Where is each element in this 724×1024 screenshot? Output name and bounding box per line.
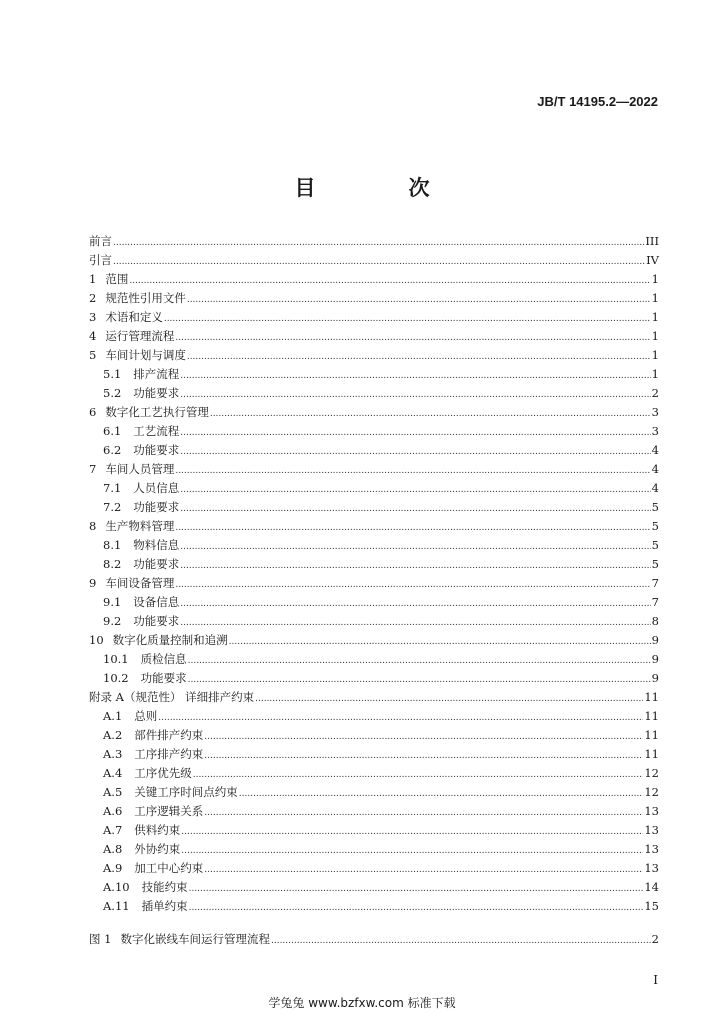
toc-entry-label: 数字化质量控制和追溯	[112, 633, 228, 647]
toc-leader-dots	[180, 595, 650, 614]
toc-entry-number: 10.2	[103, 671, 129, 685]
toc-leader-dots	[204, 747, 643, 766]
toc-entry[interactable]	[89, 403, 659, 422]
toc-entry-label: 功能要求	[133, 443, 180, 457]
toc-entry-label: 生产物料管理	[105, 519, 175, 533]
toc-entry[interactable]	[89, 821, 659, 840]
toc-leader-dots	[180, 367, 650, 386]
toc-entry[interactable]	[89, 346, 659, 365]
toc-entry-page: 14	[644, 880, 659, 894]
toc-entry-number: 8	[89, 519, 97, 533]
toc-entry-number: A.10	[103, 880, 130, 894]
toc-entry[interactable]	[89, 422, 659, 441]
toc-entry-label: 功能要求	[133, 386, 180, 400]
toc-leader-dots	[189, 899, 644, 918]
toc-leader-dots	[189, 880, 644, 899]
toc-entry-page: 5	[651, 538, 659, 552]
toc-leader-dots	[113, 253, 645, 272]
toc-leader-dots	[175, 576, 650, 595]
toc-entry-label: 设备信息	[133, 595, 180, 609]
toc-entry-label: 排产流程	[133, 367, 180, 381]
toc-leader-dots	[187, 291, 651, 310]
toc-entry-number: 9.2	[103, 614, 122, 628]
toc-entry[interactable]	[89, 460, 659, 479]
toc-leader-dots	[204, 861, 643, 880]
toc-leader-dots	[255, 690, 643, 709]
toc-entry[interactable]	[89, 232, 659, 251]
toc-entry-number: 7.2	[103, 500, 122, 514]
toc-leader-dots	[180, 500, 650, 519]
toc-leader-dots	[181, 823, 643, 842]
toc-entry[interactable]	[89, 270, 659, 289]
toc-entry-page: 8	[651, 614, 659, 628]
toc-entry-label: 工序逻辑关系	[134, 804, 204, 818]
table-of-contents	[89, 232, 659, 949]
toc-entry-number: A.4	[103, 766, 123, 780]
toc-entry-number: A.1	[103, 709, 123, 723]
toc-entry-label: 数字化工艺执行管理	[105, 405, 209, 419]
toc-leader-dots	[229, 633, 651, 652]
toc-entry-label: 车间人员管理	[105, 462, 175, 476]
toc-leader-dots	[180, 424, 650, 443]
toc-entry[interactable]	[89, 930, 659, 949]
toc-entry[interactable]	[89, 498, 659, 517]
toc-entry[interactable]	[89, 479, 659, 498]
toc-entry-label: 功能要求	[133, 557, 180, 571]
toc-entry-number: 图 1	[89, 932, 112, 946]
toc-entry-number: 8.2	[103, 557, 122, 571]
toc-entry[interactable]	[89, 251, 659, 270]
toc-entry[interactable]	[89, 384, 659, 403]
toc-leader-dots	[180, 481, 650, 500]
toc-entry-page: 11	[644, 728, 659, 742]
toc-entry-label: 插单约束	[141, 899, 188, 913]
toc-entry[interactable]	[89, 897, 659, 916]
toc-entry-label: 物料信息	[133, 538, 180, 552]
toc-entry-page: 11	[644, 709, 659, 723]
toc-leader-dots	[188, 652, 651, 671]
toc-leader-dots	[175, 329, 650, 348]
toc-entry[interactable]	[89, 631, 659, 650]
toc-entry-number: 5	[89, 348, 97, 362]
toc-entry-page: 13	[644, 804, 659, 818]
toc-entry-label: 引言	[89, 253, 112, 267]
toc-entry-page: 13	[644, 823, 659, 837]
toc-entry-page: 7	[651, 576, 659, 590]
page-number: I	[653, 973, 658, 987]
toc-entry[interactable]	[89, 878, 659, 897]
toc-entry-page: 2	[651, 386, 659, 400]
toc-leader-dots	[175, 462, 650, 481]
toc-leader-dots	[180, 538, 650, 557]
toc-entry-page: 1	[651, 329, 659, 343]
toc-entry-number: 6	[89, 405, 97, 419]
toc-entry[interactable]	[89, 669, 659, 688]
toc-entry-page: 1	[651, 272, 659, 286]
toc-entry-page: 13	[644, 861, 659, 875]
toc-entry-number: 8.1	[103, 538, 122, 552]
toc-entry-number: A.11	[103, 899, 130, 913]
toc-entry-page: 11	[644, 747, 659, 761]
toc-entry-page: 7	[651, 595, 659, 609]
toc-entry-number: A.6	[103, 804, 123, 818]
toc-entry[interactable]	[89, 650, 659, 669]
toc-entry-label: 车间设备管理	[105, 576, 175, 590]
toc-entry-label: 关键工序时间点约束	[134, 785, 238, 799]
toc-entry-number: 6.1	[103, 424, 122, 438]
toc-entry-number: 10	[89, 633, 104, 647]
toc-entry[interactable]	[89, 593, 659, 612]
toc-leader-dots	[188, 671, 651, 690]
toc-entry-page: 9	[651, 652, 659, 666]
toc-entry[interactable]	[89, 441, 659, 460]
toc-entry-page: 12	[644, 785, 659, 799]
toc-entry-label: 附录 A（规范性） 详细排产约束	[89, 690, 255, 704]
toc-entry[interactable]	[89, 327, 659, 346]
toc-entry-number: 3	[89, 310, 97, 324]
toc-entry[interactable]	[89, 726, 659, 745]
toc-entry-label: 加工中心约束	[134, 861, 204, 875]
toc-entry[interactable]	[89, 574, 659, 593]
toc-entry-page: 2	[651, 932, 659, 946]
toc-leader-dots	[239, 785, 644, 804]
toc-entry[interactable]	[89, 859, 659, 878]
toc-entry[interactable]	[89, 764, 659, 783]
toc-leader-dots	[181, 842, 643, 861]
toc-entry-label: 工序优先级	[134, 766, 192, 780]
toc-entry-label: 功能要求	[133, 614, 180, 628]
toc-entry-number: 7	[89, 462, 97, 476]
page-title: 目 次	[294, 176, 466, 200]
toc-entry-label: 车间计划与调度	[105, 348, 186, 362]
toc-entry-number: A.3	[103, 747, 123, 761]
toc-entry-page: 12	[644, 766, 659, 780]
toc-entry-label: 技能约束	[141, 880, 188, 894]
toc-entry-label: 供料约束	[134, 823, 181, 837]
toc-entry-page: 9	[651, 671, 659, 685]
toc-entry-number: 9	[89, 576, 97, 590]
toc-leader-dots	[204, 728, 643, 747]
toc-entry-label: 质检信息	[140, 652, 187, 666]
toc-entry-number: 10.1	[103, 652, 129, 666]
toc-entry-label: 人员信息	[133, 481, 180, 495]
toc-leader-dots	[180, 443, 650, 462]
toc-entry-number: 6.2	[103, 443, 122, 457]
toc-entry-label: 功能要求	[140, 671, 187, 685]
toc-entry[interactable]	[89, 688, 659, 707]
toc-leader-dots	[113, 234, 644, 253]
toc-entry[interactable]	[89, 365, 659, 384]
toc-leader-dots	[129, 272, 650, 291]
toc-entry-label: 部件排产约束	[134, 728, 204, 742]
document-code: JB/T 14195.2—2022	[537, 94, 658, 109]
toc-entry-label: 术语和定义	[105, 310, 163, 324]
toc-entry[interactable]	[89, 289, 659, 308]
toc-entry-label: 运行管理流程	[105, 329, 175, 343]
toc-leader-dots	[180, 614, 650, 633]
toc-leader-dots	[187, 348, 651, 367]
toc-entry-number: 5.1	[103, 367, 122, 381]
toc-entry-number: A.8	[103, 842, 123, 856]
toc-entry[interactable]	[89, 555, 659, 574]
toc-entry[interactable]	[89, 612, 659, 631]
toc-entry-page: IV	[646, 253, 659, 267]
toc-entry[interactable]	[89, 783, 659, 802]
toc-entry[interactable]	[89, 707, 659, 726]
toc-entry-label: 功能要求	[133, 500, 180, 514]
toc-entry-page: 3	[651, 405, 659, 419]
toc-entry-number: A.7	[103, 823, 123, 837]
toc-entry-page: 1	[651, 367, 659, 381]
toc-entry[interactable]	[89, 745, 659, 764]
toc-leader-dots	[180, 557, 650, 576]
toc-entry-page: 15	[644, 899, 659, 913]
toc-entry-number: 1	[89, 272, 97, 286]
toc-leader-dots	[164, 310, 651, 329]
toc-entry-label: 外协约束	[134, 842, 181, 856]
toc-entry-page: 4	[651, 481, 659, 495]
toc-leader-dots	[204, 804, 643, 823]
toc-entry-label: 数字化嵌线车间运行管理流程	[120, 932, 270, 946]
toc-entry-page: 4	[651, 443, 659, 457]
toc-entry-number: 9.1	[103, 595, 122, 609]
toc-entry-number: A.5	[103, 785, 123, 799]
toc-entry-label: 范围	[105, 272, 129, 286]
toc-entry[interactable]	[89, 802, 659, 821]
toc-entry-page: 4	[651, 462, 659, 476]
toc-leader-dots	[175, 519, 650, 538]
toc-entry-page: 11	[644, 690, 659, 704]
toc-leader-dots	[180, 386, 650, 405]
toc-entry[interactable]	[89, 840, 659, 859]
toc-entry-label: 工艺流程	[133, 424, 180, 438]
toc-entry-page: 1	[651, 310, 659, 324]
toc-entry-page: 1	[651, 348, 659, 362]
toc-entry-number: 2	[89, 291, 97, 305]
toc-leader-dots	[271, 932, 651, 951]
toc-entry-page: 1	[651, 291, 659, 305]
toc-entry-page: III	[645, 234, 659, 248]
toc-entry-page: 5	[651, 500, 659, 514]
toc-leader-dots	[210, 405, 651, 424]
toc-entry[interactable]	[89, 517, 659, 536]
toc-entry-label: 工序排产约束	[134, 747, 204, 761]
toc-entry[interactable]	[89, 536, 659, 555]
toc-entry-page: 5	[651, 557, 659, 571]
toc-entry-page: 5	[651, 519, 659, 533]
toc-leader-dots	[158, 709, 643, 728]
toc-entry-number: A.2	[103, 728, 123, 742]
toc-entry-number: A.9	[103, 861, 123, 875]
toc-leader-dots	[193, 766, 644, 785]
toc-entry-page: 13	[644, 842, 659, 856]
toc-entry[interactable]	[89, 308, 659, 327]
toc-entry-page: 3	[651, 424, 659, 438]
toc-entry-number: 4	[89, 329, 97, 343]
toc-entry-page: 9	[651, 633, 659, 647]
toc-entry-label: 规范性引用文件	[105, 291, 186, 305]
toc-entry-number: 7.1	[103, 481, 122, 495]
toc-entry-number: 5.2	[103, 386, 122, 400]
footer-watermark: 学兔兔 www.bzfxw.com 标准下载	[268, 996, 456, 1010]
toc-entry-label: 总则	[134, 709, 158, 723]
toc-entry-label: 前言	[89, 234, 112, 248]
